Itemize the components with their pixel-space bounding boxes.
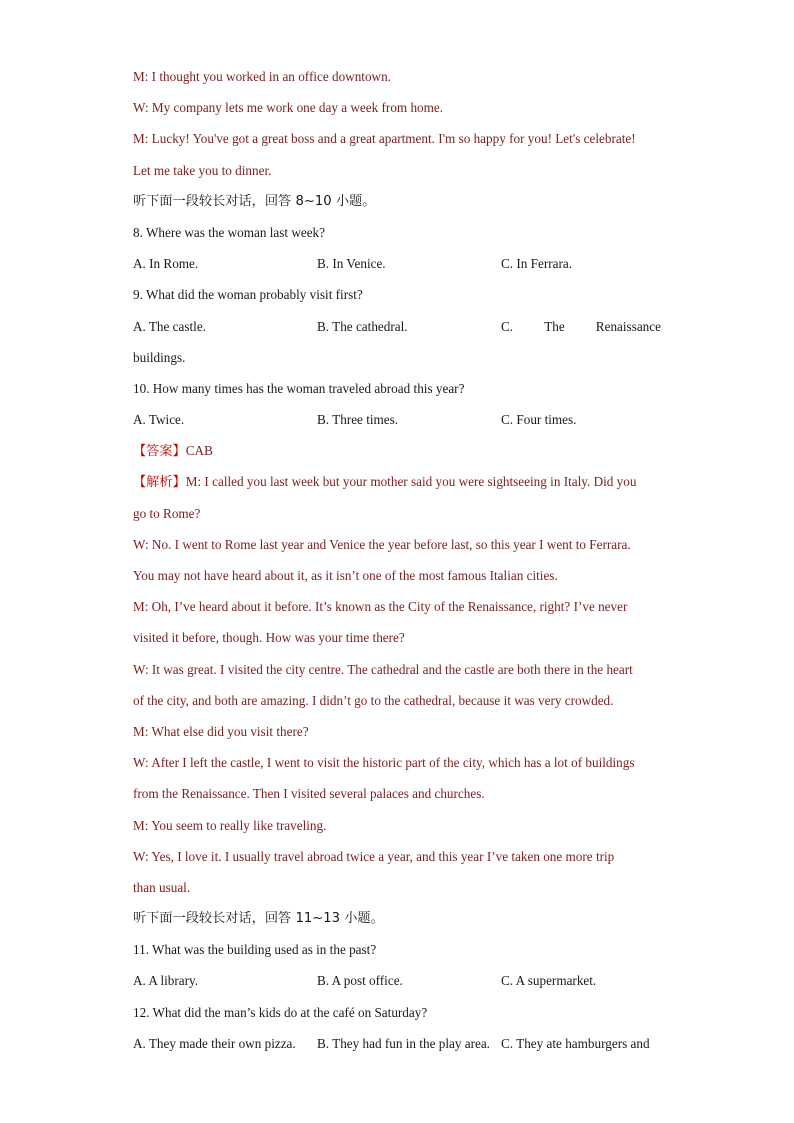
dialog-line: M: I thought you worked in an office downtown. <box>133 69 391 84</box>
dialog-line: W: It was great. I visited the city centre. The cathedral and the castle are both there in the heart <box>133 661 633 677</box>
answer-line <box>133 435 661 466</box>
option-c-part: The <box>544 318 565 334</box>
question-stem: 10. How many times has the woman traveled abroad this year? <box>133 380 465 396</box>
question-stem: 8. Where was the woman last week? <box>133 224 326 240</box>
section-instruction: 听下面一段较长对话，回答 11~13 小题。 <box>133 911 384 927</box>
dialog-line: M: Oh, I’ve heard about it before. It’s known as the City of the Renaissance, right? I’ve never <box>133 599 628 615</box>
analysis-text: M: I called you last week but your mother said you were sightseeing in Italy. Did you <box>185 474 637 490</box>
option-a: A. Twice. <box>133 412 185 428</box>
question-options <box>133 248 661 279</box>
dialog-line: visited it before, though. How was your time there? <box>133 630 405 646</box>
option-a: A. A library. <box>133 973 199 989</box>
option-c: C. They ate hamburgers and <box>501 1035 650 1051</box>
analysis-tag: 【解析】 <box>133 475 186 491</box>
option-c-part: C. <box>501 318 514 334</box>
document-content <box>133 61 661 1059</box>
section-instruction: 听下面一段较长对话，回答 8~10 小题。 <box>133 193 376 209</box>
answer-value: CAB <box>185 443 213 459</box>
question-options <box>133 404 661 435</box>
question-stem: 11. What was the building used as in the past? <box>133 942 377 958</box>
dialog-line: Let me take you to dinner. <box>133 162 272 178</box>
option-a: A. In Rome. <box>133 256 199 272</box>
question-stem: 9. What did the woman probably visit first? <box>133 287 363 303</box>
dialog-line: W: Yes, I love it. I usually travel abroad twice a year, and this year I’ve taken one more trip <box>133 848 615 864</box>
answer-tag: 【答案】 <box>133 444 186 460</box>
option-b: B. Three times. <box>317 412 399 428</box>
question-stem: 12. What did the man’s kids do at the café on Saturday? <box>133 1004 428 1020</box>
option-c <box>501 311 661 342</box>
option-b: B. They had fun in the play area. <box>317 1035 490 1051</box>
dialog-line: You may not have heard about it, as it isn’t one of the most famous Italian cities. <box>133 568 558 583</box>
dialog-line: than usual. <box>133 879 191 895</box>
option-b: B. A post office. <box>317 973 403 989</box>
option-c-continuation: buildings. <box>133 349 186 365</box>
question-options <box>133 311 661 342</box>
option-c: C. In Ferrara. <box>501 256 573 272</box>
dialog-line: M: What else did you visit there? <box>133 723 309 739</box>
option-a: A. They made their own pizza. <box>133 1035 296 1051</box>
option-b: B. In Venice. <box>317 256 386 272</box>
dialog-line: go to Rome? <box>133 505 201 521</box>
option-c: C. A supermarket. <box>501 973 597 989</box>
analysis-first-line <box>133 466 661 497</box>
dialog-line: W: No. I went to Rome last year and Venice the year before last, so this year I went to Ferrara. <box>133 536 631 552</box>
option-b: B. The cathedral. <box>317 318 408 334</box>
dialog-line: of the city, and both are amazing. I didn’t go to the cathedral, because it was very crowded. <box>133 692 614 708</box>
dialog-line: M: You seem to really like traveling. <box>133 817 327 833</box>
dialog-line: W: After I left the castle, I went to visit the historic part of the city, which has a lot of buildings <box>133 755 635 771</box>
option-a: A. The castle. <box>133 318 206 334</box>
question-options <box>133 965 661 996</box>
option-c: C. Four times. <box>501 412 577 428</box>
dialog-line: M: Lucky! You've got a great boss and a great apartment. I'm so happy for you! Let's celebrate! <box>133 131 636 147</box>
question-options <box>133 1028 661 1059</box>
option-c-part: Renaissance <box>595 318 661 334</box>
dialog-line: from the Renaissance. Then I visited several palaces and churches. <box>133 786 485 802</box>
dialog-line: W: My company lets me work one day a week from home. <box>133 100 444 116</box>
